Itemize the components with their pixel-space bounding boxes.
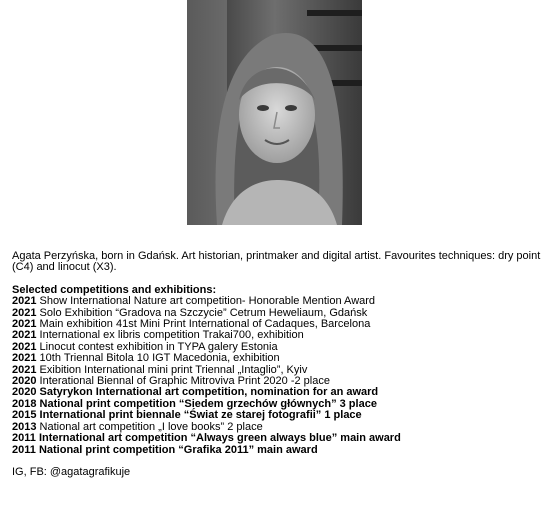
exhibition-text: Satyrykon International art competition, nomination for an award (39, 386, 379, 399)
exhibition-text: National print competition “Grafika 2011” main award (38, 443, 318, 456)
exhibition-year: 2021 (12, 295, 37, 308)
exhibition-year: 2021 (12, 352, 37, 365)
exhibition-year: 2015 (12, 409, 37, 422)
exhibition-year: 2011 (12, 443, 36, 456)
exhibition-text: Solo Exhibition “Gradova na Szczycie” Cetrum Heweliaum, Gdańsk (39, 306, 368, 319)
exhibition-year: 2018 (12, 397, 37, 410)
exhibition-text: International ex libris competition Trakai700, exhibition (39, 329, 304, 342)
exhibition-year: 2021 (12, 363, 37, 376)
exhibition-text: International art competition “Always green always blue” main award (38, 432, 401, 445)
exhibition-text: Main exhibition 41st Mini Print International of Cadaques, Barcelona (39, 318, 371, 331)
exhibition-year: 2021 (12, 318, 37, 331)
exhibition-year: 2013 (12, 420, 37, 433)
exhibition-list (12, 296, 542, 456)
exhibition-year: 2021 (12, 340, 37, 353)
exhibition-text: Interational Biennal of Graphic Mitroviva Print 2020 -2 place (39, 375, 330, 388)
portrait-image (187, 0, 362, 225)
exhibition-item (12, 445, 542, 456)
exhibition-year: 2021 (12, 306, 37, 319)
exhibition-text: 10th Triennal Bitola 10 IGT Macedonia, exhibition (39, 352, 280, 365)
exhibition-text: Show International Nature art competition- Honorable Mention Award (39, 295, 376, 308)
section-heading: Selected competitions and exhibitions: (12, 283, 217, 296)
bio-text: Agata Perzyńska, born in Gdańsk. Art historian, printmaker and digital artist. Favourites techniques: dry point (C4) and linocut (X3). (12, 250, 541, 274)
exhibition-text: International print biennale “Świat ze starej fotografii” 1 place (39, 409, 362, 422)
artist-portrait (187, 0, 362, 225)
exhibition-text: National art competition „I love books” 2 place (39, 420, 263, 433)
artist-bio-section (12, 251, 542, 478)
social-handle: IG, FB: @agatagrafikuje (12, 465, 131, 478)
exhibition-year: 2021 (12, 329, 37, 342)
exhibition-year: 2011 (12, 432, 36, 445)
exhibition-year: 2020 (12, 386, 37, 399)
exhibition-text: Linocut contest exhibition in TYPA galery Estonia (39, 340, 278, 353)
exhibition-text: National print competition “Siedem grzechów głównych” 3 place (39, 397, 377, 410)
exhibition-year: 2020 (12, 375, 37, 388)
exhibition-text: Exibition International mini print Triennal „Intaglio”, Kyiv (39, 363, 308, 376)
